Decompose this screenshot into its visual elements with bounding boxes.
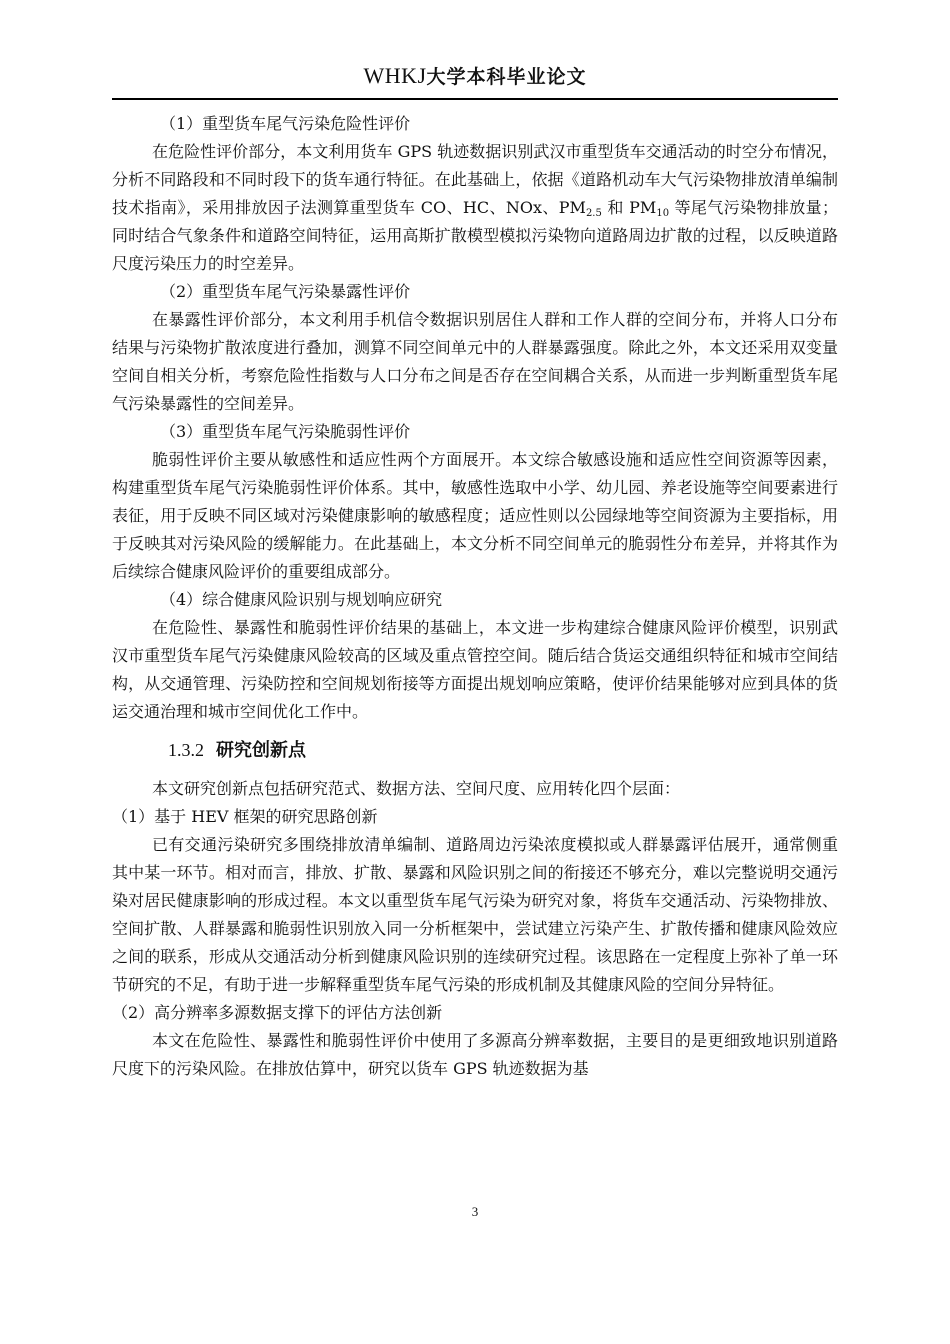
- section-heading-text: 研究创新点: [216, 740, 306, 761]
- section-subtitle: （3）重型货车尾气污染脆弱性评价: [160, 422, 411, 441]
- header-title: 大学本科毕业论文: [426, 66, 587, 88]
- subscript: 10: [656, 208, 670, 219]
- paragraph-text: 在危险性评价部分，本文利用货车 GPS 轨迹数据识别武汉市重型货车交通活动的时空分布情况，分析不同路段和不同时段下的货车通行特征。在此基础上，依据《道路机动车大气污染物排放清单编制技术指南》，采用排放因子法测算重型货车 CO、HC、NOx、PM: [112, 142, 838, 217]
- section-subtitle: （1）基于 HEV 框架的研究思路创新: [112, 807, 378, 826]
- page-header: [112, 62, 838, 100]
- paragraph: 在暴露性评价部分，本文利用手机信令数据识别居住人群和工作人群的空间分布，并将人口分布结果与污染物扩散浓度进行叠加，测算不同空间单元中的人群暴露强度。除此之外，本文还采用双变量空间自相关分析，考察危险性指数与人口分布之间是否存在空间耦合关系，从而进一步判断重型货车尾气污染暴露性的空间差异。: [112, 310, 838, 413]
- section-heading: [112, 734, 838, 767]
- paragraph: 本文在危险性、暴露性和脆弱性评价中使用了多源高分辨率数据，主要目的是更细致地识别道路尺度下的污染风险。在排放估算中，研究以货车 GPS 轨迹数据为基: [112, 1031, 838, 1078]
- subscript: 2.5: [585, 208, 602, 219]
- paragraph: 已有交通污染研究多围绕排放清单编制、道路周边污染浓度模拟或人群暴露评估展开，通常侧重其中某一环节。相对而言，排放、扩散、暴露和风险识别之间的衔接还不够充分，难以完整说明交通污染对居民健康影响的形成过程。本文以重型货车尾气污染为研究对象，将货车交通活动、污染物排放、空间扩散、人群暴露和脆弱性识别放入同一分析框架中，尝试建立污染产生、扩散传播和健康风险效应之间的联系，形成从交通活动分析到健康风险识别的连续研究过程。该思路在一定程度上弥补了单一环节研究的不足，有助于进一步解释重型货车尾气污染的形成机制及其健康风险的空间分异特征。: [112, 835, 838, 994]
- paragraph: [112, 138, 838, 278]
- paragraph-text: 等尾气污染物排放量；同时结合气象条件和道路空间特征，运用高斯扩散模型模拟污染物向道路周边扩散的过程，以反映道路尺度污染压力的时空差异。: [112, 198, 838, 273]
- section-subtitle: （1）重型货车尾气污染危险性评价: [160, 114, 411, 133]
- page-number: 3: [471, 1204, 479, 1219]
- section-number: 1.3.2: [168, 740, 204, 760]
- paragraph: 脆弱性评价主要从敏感性和适应性两个方面展开。本文综合敏感设施和适应性空间资源等因素，构建重型货车尾气污染脆弱性评价体系。其中，敏感性选取中小学、幼儿园、养老设施等空间要素进行表征，用于反映不同区域对污染健康影响的敏感程度；适应性则以公园绿地等空间资源为主要指标，用于反映其对污染风险的缓解能力。在此基础上，本文分析不同空间单元的脆弱性分布差异，并将其作为后续综合健康风险评价的重要组成部分。: [112, 450, 838, 581]
- section-subtitle: （4）综合健康风险识别与规划响应研究: [160, 590, 443, 609]
- header-brand: WHKJ: [363, 63, 427, 88]
- paragraph-text: 和 PM: [601, 198, 657, 217]
- section-subtitle: （2）重型货车尾气污染暴露性评价: [160, 282, 411, 301]
- paragraph: 本文研究创新点包括研究范式、数据方法、空间尺度、应用转化四个层面：: [152, 779, 681, 798]
- section-subtitle: （2）高分辨率多源数据支撑下的评估方法创新: [112, 1003, 443, 1022]
- paragraph: 在危险性、暴露性和脆弱性评价结果的基础上，本文进一步构建综合健康风险评价模型，识别武汉市重型货车尾气污染健康风险较高的区域及重点管控空间。随后结合货运交通组织特征和城市空间结构，从交通管理、污染防控和空间规划衔接等方面提出规划响应策略，使评价结果能够对应到具体的货运交通治理和城市空间优化工作中。: [112, 618, 838, 721]
- document-body: [112, 110, 838, 1083]
